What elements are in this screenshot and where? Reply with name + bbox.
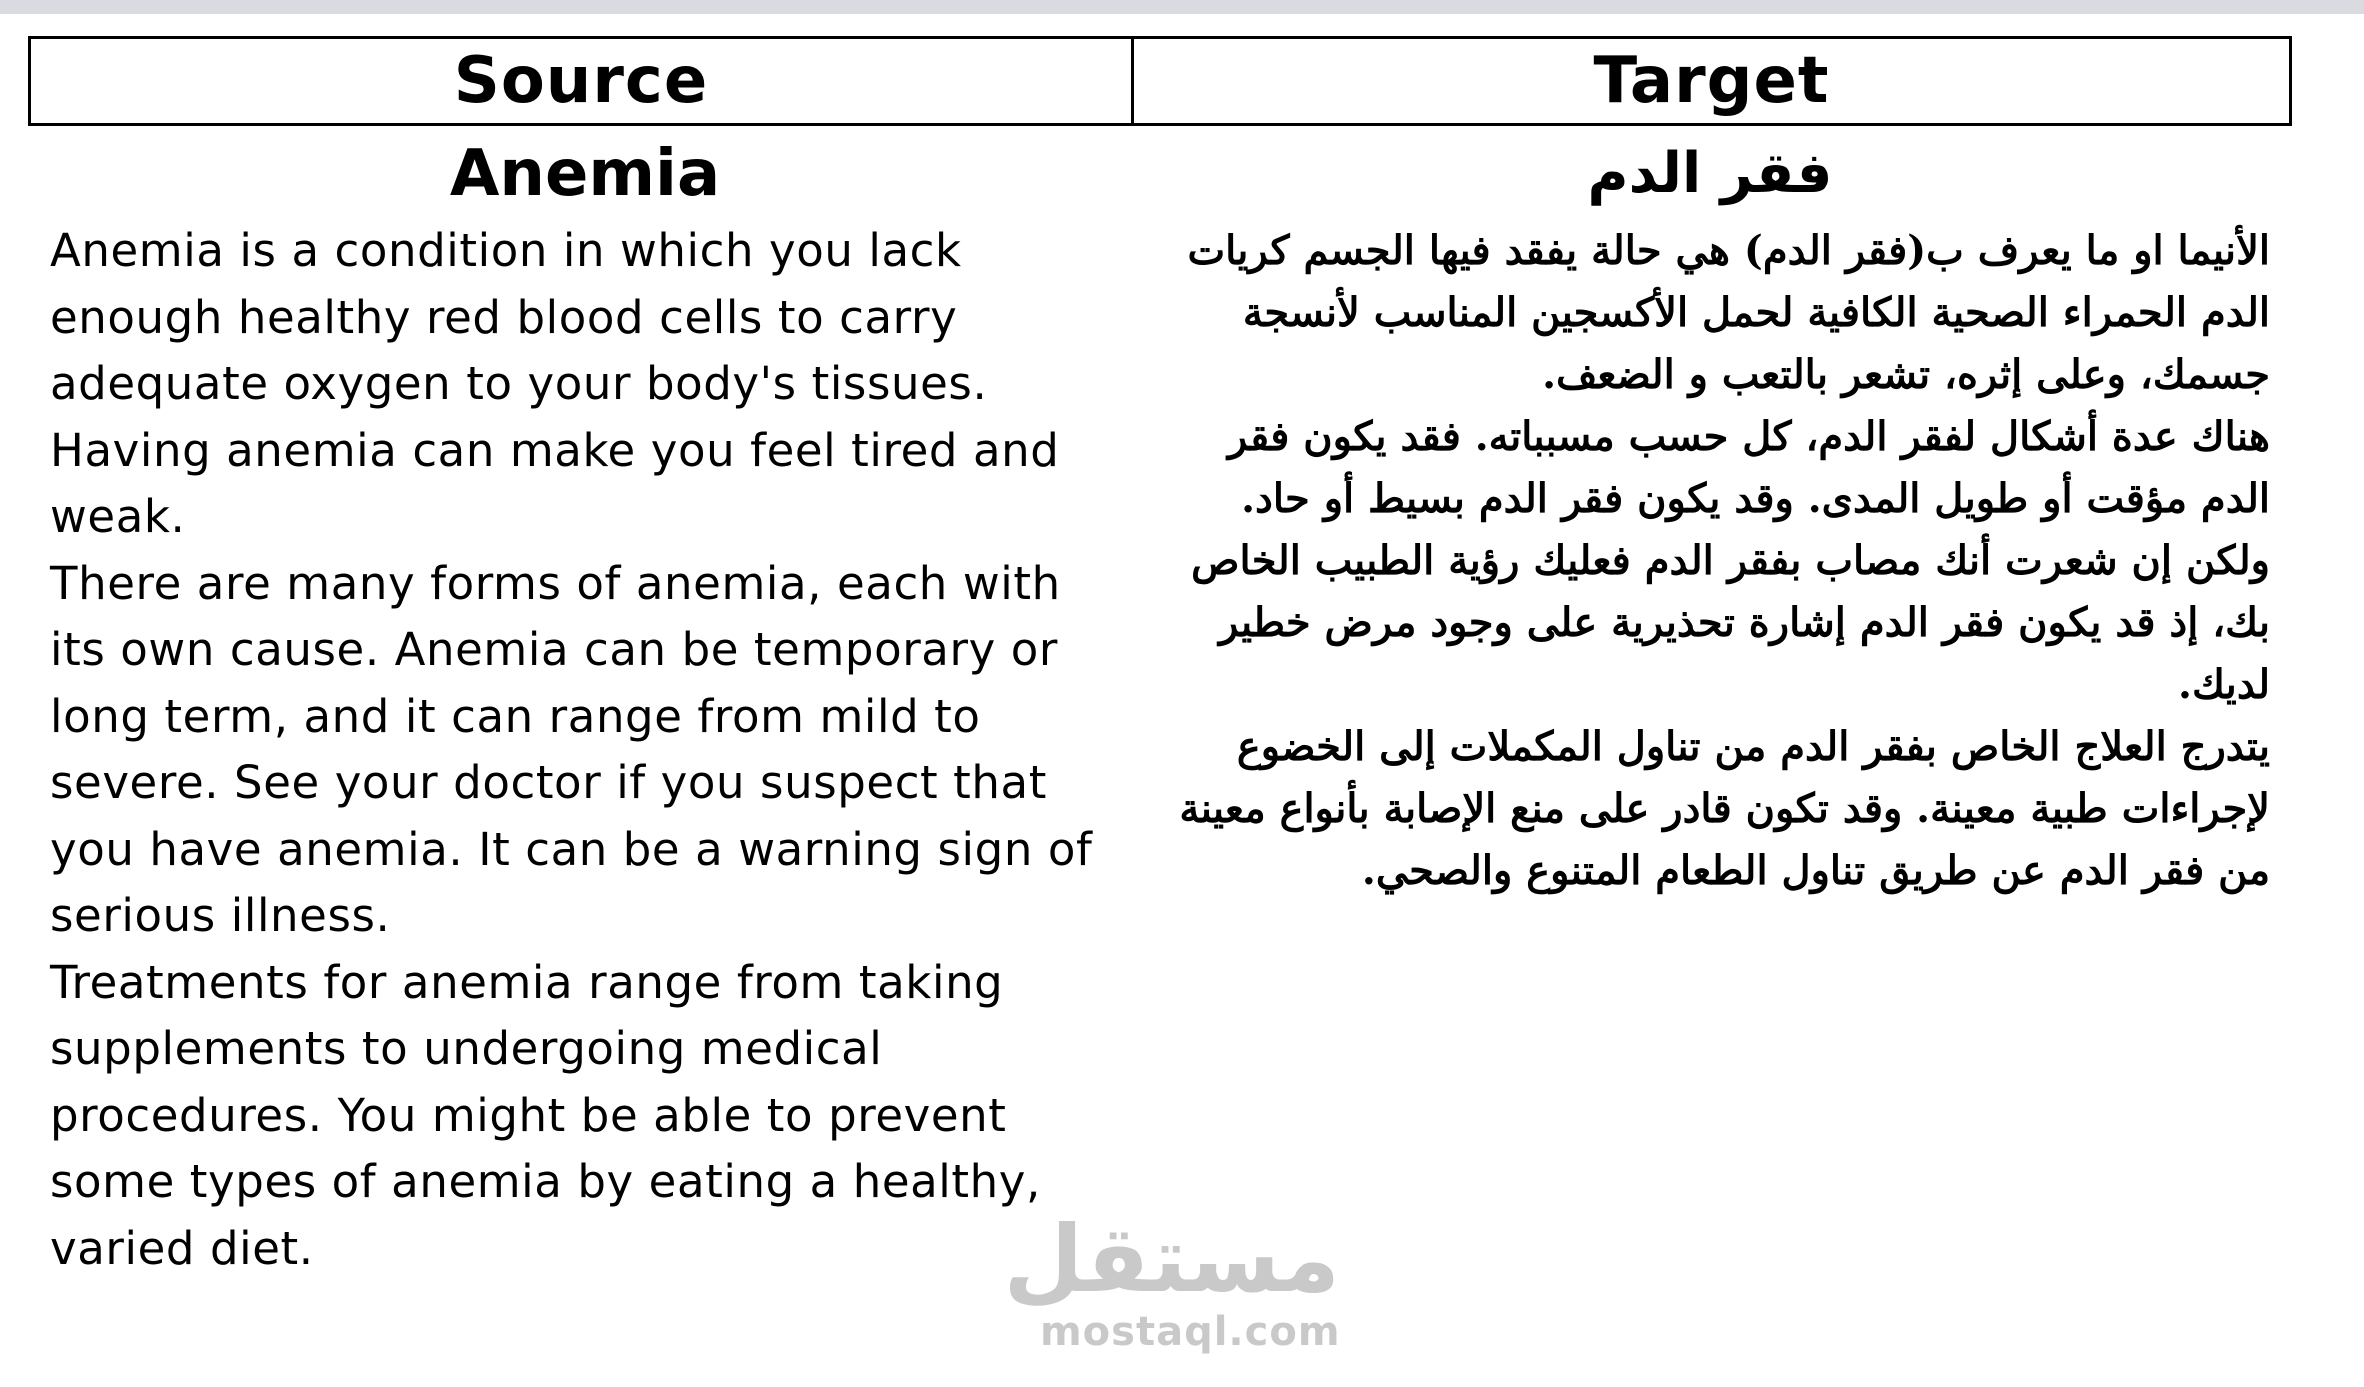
watermark-latin: mostaql.com: [1040, 1309, 1341, 1355]
source-column: [50, 134, 1120, 1282]
target-title: فقر الدم: [1587, 141, 1833, 206]
source-paragraph-3: Treatments for anemia range from taking supplements to undergoing medical procedures. You might be able to prevent some types of anemia by eating a healthy, varied diet.: [50, 955, 1041, 1275]
mostaql-watermark: [1003, 1206, 1341, 1355]
watermark-arabic: مستقل: [1003, 1206, 1340, 1313]
top-bar: [0, 0, 2364, 14]
target-paragraph-3: يتدرج العلاج الخاص بفقر الدم من تناول المكملات إلى الخضوع لإجراءات طبية معينة. وقد تكون قادر على منع الإصابة بأنواع معينة من فقر الدم عن طريق تناول الطعام المتنوع والصحي.: [1179, 723, 2270, 894]
source-paragraph-2: There are many forms of anemia, each with its own cause. Anemia can be temporary or long term, and it can range from mild to severe. See your doctor if you suspect that you have anemia. It can be a warning sign of serious illness.: [50, 556, 1093, 942]
source-title: Anemia: [449, 137, 721, 211]
target-column: [1150, 134, 2270, 902]
source-paragraph-1: Anemia is a condition in which you lack enough healthy red blood cells to carry adequate oxygen to your body's tissues. Having anemia can make you feel tired and weak.: [50, 224, 1060, 543]
source-header: Source: [31, 39, 1134, 123]
target-header: Target: [1593, 44, 1830, 118]
header-table: [28, 36, 2292, 126]
target-paragraph-2: هناك عدة أشكال لفقر الدم، كل حسب مسبباته. فقد يكون فقر الدم مؤقت أو طويل المدى. وقد يكون فقر الدم بسيط أو حاد. ولكن إن شعرت أنك مصاب بفقر الدم فعليك رؤية الطبيب الخاص بك، إذ قد يكون فقر الدم إشارة تحذيرية على وجود مرض خطير لديك.: [1191, 413, 2270, 708]
target-paragraph-1: الأنيما او ما يعرف ب(فقر الدم) هي حالة يفقد فيها الجسم كريات الدم الحمراء الصحية الكافية لحمل الأكسجين المناسب لأنسجة جسمك، وعلى إثره، تشعر بالتعب و الضعف.: [1187, 227, 2270, 398]
